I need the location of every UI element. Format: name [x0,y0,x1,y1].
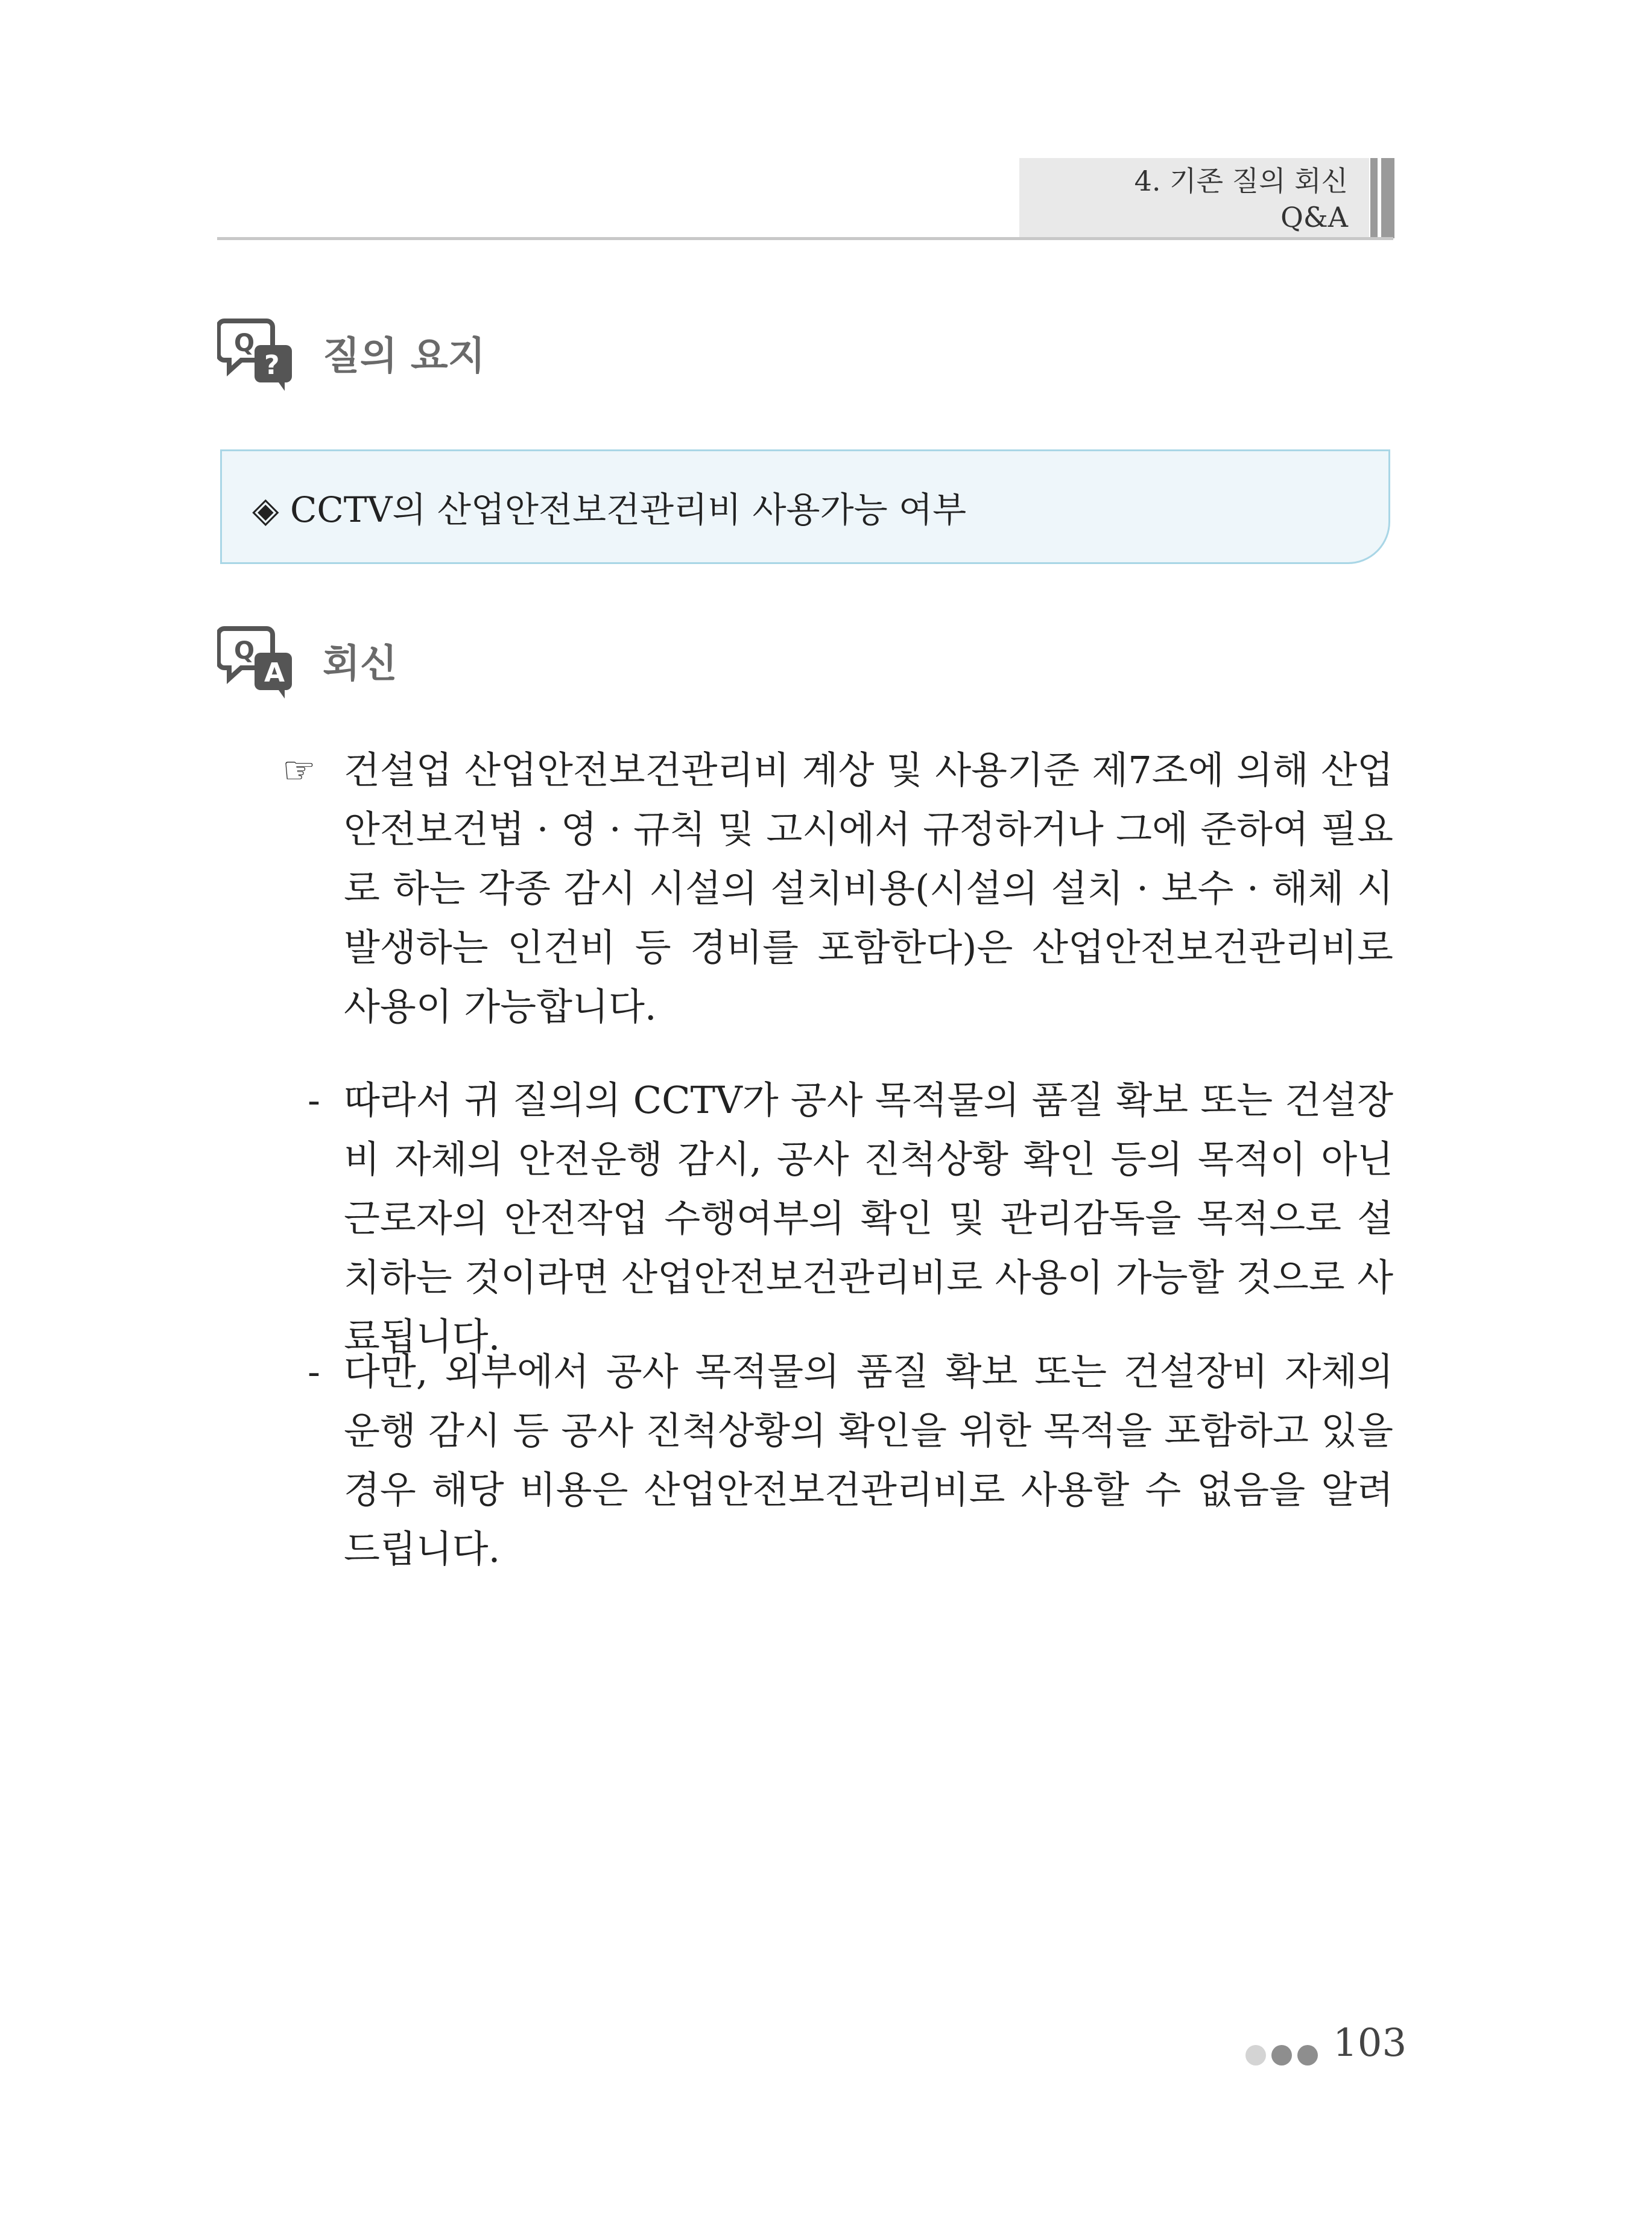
query-heading [217,314,486,392]
running-header [1019,158,1369,238]
header-chapter: 4. 기존 질의 회신 [1134,165,1348,197]
svg-text:?: ? [264,350,280,381]
dash-marker-1: - [308,1078,320,1122]
svg-text:A: A [264,658,285,688]
header-bar-thick [1381,158,1394,238]
header-divider [217,237,1393,240]
footer-dot-dark [1297,2045,1318,2066]
dash-marker-2: - [308,1349,320,1393]
answer-paragraph-3: 다만, 외부에서 공사 목적물의 품질 확보 또는 건설장비 자체의 운행 감시 등 공사 진척상황의 확인을 위한 목적을 포함하고 있을 경우 해당 비용은 산업안전보건관리비로 사용할 수 없음을 알려드립니다. [344,1349,1393,1571]
header-section: Q&A [1280,201,1348,233]
answer-heading [217,621,397,700]
query-title: 질의 요지 [323,334,486,379]
answer-paragraph-1: 건설업 산업안전보건관리비 계상 및 사용기준 제7조에 의해 산업안전보건법 · 영 · 규칙 및 고시에서 규정하거나 그에 준하여 필요로 하는 각종 감시 시설의 설치비용(시설의 설치 · 보수 · 해체 시 발생하는 인건비 등 경비를 포함한다)은 산업안전보건관리비로 사용이 가능합니다. [344,748,1393,1029]
query-summary-box [220,449,1390,564]
diamond-bullet: ◈ [252,489,279,530]
svg-text:Q: Q [234,637,255,665]
footer-dot-mid [1271,2045,1292,2066]
q-question-chat-icon [217,314,299,392]
running-header-text [1135,163,1348,235]
svg-text:Q: Q [234,329,255,357]
query-summary-text: CCTV의 산업안전보건관리비 사용가능 여부 [290,489,967,530]
query-summary [252,481,966,532]
answer-title: 회신 [323,642,397,686]
page-number: 103 [1333,2021,1407,2066]
footer-dot-light [1245,2045,1266,2066]
q-a-chat-icon [217,621,299,700]
header-bar-thin [1370,158,1378,238]
answer-paragraph-2: 따라서 귀 질의의 CCTV가 공사 목적물의 품질 확보 또는 건설장비 자체의 안전운행 감시, 공사 진척상황 확인 등의 목적이 아닌 근로자의 안전작업 수행여부의 확인 및 관리감독을 목적으로 설치하는 것이라면 산업안전보건관리비로 사용이 가능할 것으로 사료됩니다. [344,1078,1393,1359]
pointing-hand-icon: ☞ [282,748,316,792]
